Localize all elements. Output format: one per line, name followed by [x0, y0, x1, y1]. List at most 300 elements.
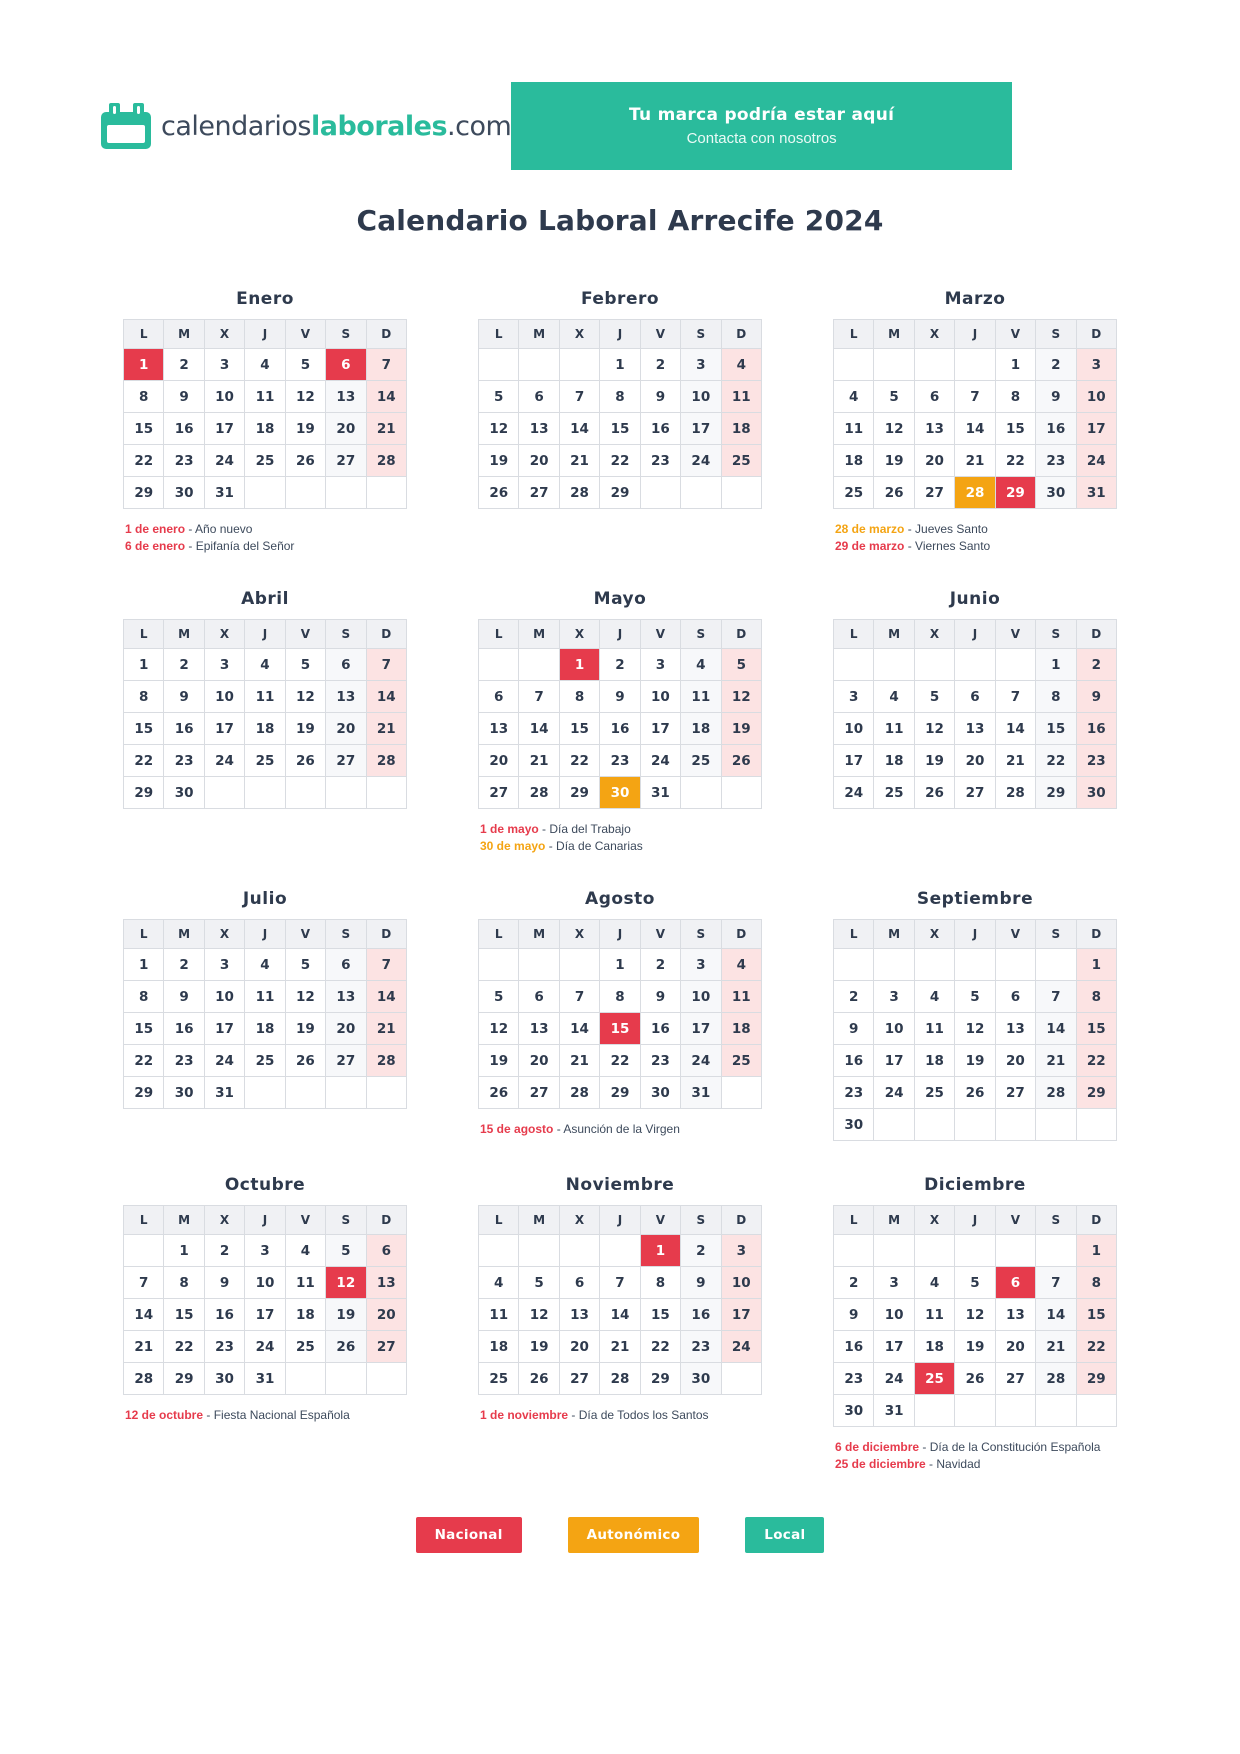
empty-cell	[834, 649, 874, 681]
empty-cell	[245, 477, 285, 509]
day-cell: 11	[479, 1299, 519, 1331]
month-title-septiembre: Septiembre	[916, 889, 1034, 909]
weekday-header: J	[955, 320, 995, 349]
day-cell: 31	[204, 477, 244, 509]
empty-cell	[285, 1363, 325, 1395]
day-cell: 11	[245, 681, 285, 713]
day-cell: 26	[479, 477, 519, 509]
day-cell: 20	[366, 1299, 406, 1331]
holiday-cell: 30	[600, 777, 640, 809]
week-row	[834, 1077, 1117, 1109]
weekday-header: S	[681, 920, 721, 949]
week-row	[834, 477, 1117, 509]
week-row	[834, 981, 1117, 1013]
day-cell: 22	[559, 745, 599, 777]
week-row	[834, 745, 1117, 777]
empty-cell	[1036, 1235, 1076, 1267]
day-cell: 27	[995, 1077, 1035, 1109]
day-cell: 15	[600, 413, 640, 445]
day-cell: 20	[326, 713, 366, 745]
holiday-cell: 1	[559, 649, 599, 681]
day-cell: 17	[204, 413, 244, 445]
empty-cell	[285, 477, 325, 509]
month-title-julio: Julio	[242, 889, 288, 909]
day-cell: 29	[124, 777, 164, 809]
day-cell: 28	[366, 445, 406, 477]
day-cell: 20	[519, 1045, 559, 1077]
holiday-cell: 12	[326, 1267, 366, 1299]
weekday-header: V	[640, 320, 680, 349]
day-cell: 2	[1036, 349, 1076, 381]
week-row	[479, 1299, 762, 1331]
week-row	[124, 413, 407, 445]
weekday-header: S	[681, 1206, 721, 1235]
day-cell: 27	[995, 1363, 1035, 1395]
day-cell: 17	[681, 1013, 721, 1045]
day-cell: 22	[124, 745, 164, 777]
day-cell: 4	[874, 681, 914, 713]
weekday-header: X	[559, 320, 599, 349]
day-cell: 12	[914, 713, 954, 745]
empty-cell	[955, 349, 995, 381]
month-julio	[123, 889, 407, 1109]
day-cell: 7	[559, 381, 599, 413]
day-cell: 31	[245, 1363, 285, 1395]
month-octubre	[123, 1175, 407, 1424]
week-row	[834, 1363, 1117, 1395]
day-cell: 11	[681, 681, 721, 713]
empty-cell	[721, 777, 761, 809]
week-row	[479, 681, 762, 713]
weekday-header: M	[874, 920, 914, 949]
week-row	[124, 981, 407, 1013]
day-cell: 5	[479, 981, 519, 1013]
day-cell: 30	[1036, 477, 1076, 509]
day-cell: 3	[245, 1235, 285, 1267]
legend-button-local[interactable]: Local	[745, 1517, 824, 1553]
day-cell: 9	[164, 681, 204, 713]
day-cell: 6	[326, 649, 366, 681]
day-cell: 10	[681, 981, 721, 1013]
empty-cell	[834, 949, 874, 981]
month-mayo	[478, 589, 762, 855]
site-logo[interactable]	[100, 103, 511, 150]
day-cell: 26	[874, 477, 914, 509]
day-cell: 29	[1036, 777, 1076, 809]
week-row	[479, 477, 762, 509]
day-cell: 8	[600, 381, 640, 413]
holiday-cell: 6	[995, 1267, 1035, 1299]
holiday-cell: 25	[914, 1363, 954, 1395]
day-cell: 15	[124, 713, 164, 745]
month-calendar-diciembre	[833, 1205, 1117, 1427]
weekday-header: X	[914, 1206, 954, 1235]
day-cell: 21	[124, 1331, 164, 1363]
day-cell: 1	[1036, 649, 1076, 681]
day-cell: 10	[245, 1267, 285, 1299]
empty-cell	[326, 1077, 366, 1109]
week-row	[124, 1331, 407, 1363]
day-cell: 5	[914, 681, 954, 713]
day-cell: 19	[285, 413, 325, 445]
day-cell: 2	[164, 349, 204, 381]
day-cell: 23	[640, 1045, 680, 1077]
day-cell: 7	[1036, 981, 1076, 1013]
weekday-header: L	[124, 920, 164, 949]
day-cell: 13	[326, 381, 366, 413]
day-cell: 20	[995, 1331, 1035, 1363]
empty-cell	[955, 949, 995, 981]
day-cell: 5	[479, 381, 519, 413]
day-cell: 9	[640, 981, 680, 1013]
weekday-header: X	[204, 920, 244, 949]
day-cell: 9	[1036, 381, 1076, 413]
weekday-header: L	[124, 620, 164, 649]
day-cell: 23	[204, 1331, 244, 1363]
weekday-header: V	[995, 1206, 1035, 1235]
day-cell: 27	[519, 477, 559, 509]
day-cell: 13	[914, 413, 954, 445]
day-cell: 3	[204, 949, 244, 981]
day-cell: 11	[721, 381, 761, 413]
day-cell: 6	[519, 981, 559, 1013]
empty-cell	[995, 949, 1035, 981]
day-cell: 18	[285, 1299, 325, 1331]
weekday-header: L	[479, 920, 519, 949]
weekday-header: X	[204, 1206, 244, 1235]
day-cell: 5	[285, 949, 325, 981]
weekday-header: J	[955, 920, 995, 949]
day-cell: 13	[479, 713, 519, 745]
month-title-mayo: Mayo	[593, 589, 647, 609]
day-cell: 28	[1036, 1077, 1076, 1109]
empty-cell	[479, 949, 519, 981]
week-row	[124, 777, 407, 809]
day-cell: 23	[640, 445, 680, 477]
weekday-header: X	[914, 620, 954, 649]
empty-cell	[1036, 949, 1076, 981]
day-cell: 11	[834, 413, 874, 445]
holiday-note-date: 12 de octubre	[125, 1408, 204, 1422]
empty-cell	[366, 477, 406, 509]
day-cell: 1	[600, 949, 640, 981]
week-row	[124, 1267, 407, 1299]
empty-cell	[245, 1077, 285, 1109]
weekday-header: J	[600, 920, 640, 949]
week-row	[479, 745, 762, 777]
day-cell: 27	[326, 1045, 366, 1077]
day-cell: 24	[874, 1363, 914, 1395]
week-row	[834, 413, 1117, 445]
weekday-header: J	[600, 1206, 640, 1235]
day-cell: 5	[955, 981, 995, 1013]
day-cell: 27	[479, 777, 519, 809]
day-cell: 4	[721, 949, 761, 981]
day-cell: 10	[204, 981, 244, 1013]
weekday-header: J	[600, 320, 640, 349]
empty-cell	[600, 1235, 640, 1267]
week-row	[834, 681, 1117, 713]
header	[100, 82, 1140, 170]
day-cell: 8	[1036, 681, 1076, 713]
day-cell: 15	[1076, 1013, 1116, 1045]
weekday-header: J	[245, 320, 285, 349]
day-cell: 18	[721, 413, 761, 445]
day-cell: 25	[245, 445, 285, 477]
week-row	[479, 349, 762, 381]
holiday-note-text: - Epifanía del Señor	[185, 539, 295, 553]
month-calendar-octubre	[123, 1205, 407, 1395]
day-cell: 16	[640, 1013, 680, 1045]
week-row	[124, 445, 407, 477]
day-cell: 3	[874, 981, 914, 1013]
day-cell: 9	[164, 381, 204, 413]
day-cell: 3	[874, 1267, 914, 1299]
day-cell: 18	[681, 713, 721, 745]
weekday-header: S	[1036, 320, 1076, 349]
day-cell: 28	[366, 1045, 406, 1077]
day-cell: 21	[366, 1013, 406, 1045]
day-cell: 21	[519, 745, 559, 777]
month-diciembre	[833, 1175, 1117, 1473]
day-cell: 12	[874, 413, 914, 445]
week-row	[834, 1267, 1117, 1299]
day-cell: 7	[600, 1267, 640, 1299]
weekday-header: M	[164, 920, 204, 949]
empty-cell	[874, 1235, 914, 1267]
week-row	[124, 1077, 407, 1109]
holiday-note	[835, 1439, 1117, 1456]
holiday-cell: 28	[955, 477, 995, 509]
day-cell: 18	[245, 413, 285, 445]
day-cell: 24	[681, 445, 721, 477]
day-cell: 4	[245, 349, 285, 381]
day-cell: 8	[1076, 1267, 1116, 1299]
day-cell: 22	[1076, 1331, 1116, 1363]
day-cell: 16	[681, 1299, 721, 1331]
holiday-notes-diciembre	[833, 1439, 1117, 1473]
day-cell: 26	[955, 1363, 995, 1395]
week-row	[124, 1013, 407, 1045]
month-septiembre	[833, 889, 1117, 1141]
day-cell: 30	[204, 1363, 244, 1395]
day-cell: 15	[1036, 713, 1076, 745]
week-row	[479, 1363, 762, 1395]
day-cell: 7	[519, 681, 559, 713]
day-cell: 22	[640, 1331, 680, 1363]
day-cell: 11	[914, 1013, 954, 1045]
day-cell: 28	[995, 777, 1035, 809]
weekday-header: X	[559, 1206, 599, 1235]
day-cell: 30	[164, 477, 204, 509]
day-cell: 5	[326, 1235, 366, 1267]
day-cell: 23	[681, 1331, 721, 1363]
day-cell: 30	[1076, 777, 1116, 809]
week-row	[479, 1045, 762, 1077]
month-title-octubre: Octubre	[224, 1175, 306, 1195]
weekday-header: V	[995, 320, 1035, 349]
weekday-header: S	[326, 620, 366, 649]
day-cell: 3	[834, 681, 874, 713]
empty-cell	[914, 1109, 954, 1141]
months-grid	[0, 289, 1240, 1473]
week-row	[124, 681, 407, 713]
holiday-note	[480, 1407, 762, 1424]
day-cell: 28	[366, 745, 406, 777]
holiday-cell: 1	[640, 1235, 680, 1267]
weekday-header: V	[285, 1206, 325, 1235]
holiday-note-text: - Asunción de la Virgen	[553, 1122, 680, 1136]
day-cell: 26	[285, 745, 325, 777]
week-row	[834, 1109, 1117, 1141]
empty-cell	[995, 1235, 1035, 1267]
weekday-header: S	[326, 320, 366, 349]
day-cell: 1	[600, 349, 640, 381]
day-cell: 19	[955, 1331, 995, 1363]
day-cell: 30	[640, 1077, 680, 1109]
weekday-header: X	[204, 320, 244, 349]
month-title-noviembre: Noviembre	[565, 1175, 675, 1195]
day-cell: 8	[124, 681, 164, 713]
ad-banner-contact-link[interactable]: Contacta con nosotros	[686, 130, 837, 147]
empty-cell	[681, 477, 721, 509]
month-calendar-septiembre	[833, 919, 1117, 1141]
month-title-diciembre: Diciembre	[924, 1175, 1026, 1195]
week-row	[479, 1267, 762, 1299]
holiday-note-text: - Viernes Santo	[904, 539, 991, 553]
month-calendar-mayo	[478, 619, 762, 809]
week-row	[479, 1331, 762, 1363]
weekday-header: L	[834, 620, 874, 649]
empty-cell	[1036, 1109, 1076, 1141]
month-febrero	[478, 289, 762, 509]
day-cell: 27	[326, 745, 366, 777]
holiday-notes-octubre	[123, 1407, 407, 1424]
day-cell: 18	[874, 745, 914, 777]
day-cell: 27	[366, 1331, 406, 1363]
day-cell: 27	[326, 445, 366, 477]
day-cell: 9	[834, 1013, 874, 1045]
empty-cell	[874, 649, 914, 681]
day-cell: 30	[681, 1363, 721, 1395]
day-cell: 15	[124, 1013, 164, 1045]
holiday-notes-marzo	[833, 521, 1117, 555]
holiday-notes-noviembre	[478, 1407, 762, 1424]
day-cell: 31	[204, 1077, 244, 1109]
day-cell: 20	[995, 1045, 1035, 1077]
weekday-header: V	[640, 920, 680, 949]
legend-button-nacional[interactable]: Nacional	[416, 1517, 522, 1553]
holiday-note	[835, 538, 1117, 555]
empty-cell	[519, 1235, 559, 1267]
holiday-note	[480, 838, 762, 855]
holiday-note-date: 29 de marzo	[835, 539, 905, 553]
day-cell: 25	[245, 1045, 285, 1077]
day-cell: 11	[874, 713, 914, 745]
day-cell: 19	[326, 1299, 366, 1331]
day-cell: 25	[874, 777, 914, 809]
month-title-abril: Abril	[241, 589, 289, 609]
day-cell: 12	[285, 981, 325, 1013]
day-cell: 7	[366, 949, 406, 981]
weekday-header: V	[640, 620, 680, 649]
day-cell: 14	[1036, 1013, 1076, 1045]
ad-banner[interactable]	[511, 82, 1012, 170]
day-cell: 18	[914, 1331, 954, 1363]
day-cell: 22	[1036, 745, 1076, 777]
day-cell: 28	[124, 1363, 164, 1395]
holiday-note-text: - Navidad	[925, 1457, 981, 1471]
day-cell: 2	[640, 349, 680, 381]
week-row	[124, 381, 407, 413]
empty-cell	[995, 1395, 1035, 1427]
day-cell: 2	[834, 981, 874, 1013]
holiday-note-text: - Día de Canarias	[545, 839, 643, 853]
day-cell: 18	[245, 713, 285, 745]
empty-cell	[914, 1395, 954, 1427]
day-cell: 14	[600, 1299, 640, 1331]
day-cell: 16	[204, 1299, 244, 1331]
day-cell: 24	[245, 1331, 285, 1363]
empty-cell	[955, 649, 995, 681]
day-cell: 16	[834, 1045, 874, 1077]
day-cell: 23	[834, 1363, 874, 1395]
day-cell: 4	[914, 1267, 954, 1299]
empty-cell	[366, 777, 406, 809]
day-cell: 23	[834, 1077, 874, 1109]
empty-cell	[366, 1077, 406, 1109]
day-cell: 24	[874, 1077, 914, 1109]
weekday-header: M	[874, 620, 914, 649]
day-cell: 12	[285, 681, 325, 713]
day-cell: 20	[326, 413, 366, 445]
month-title-enero: Enero	[236, 289, 294, 309]
logo-text-laborales: laborales	[311, 110, 448, 142]
day-cell: 5	[874, 381, 914, 413]
weekday-header: L	[479, 320, 519, 349]
day-cell: 10	[1076, 381, 1116, 413]
weekday-header: D	[1076, 1206, 1116, 1235]
day-cell: 1	[995, 349, 1035, 381]
holiday-type-legend	[0, 1517, 1240, 1553]
month-calendar-junio	[833, 619, 1117, 809]
empty-cell	[559, 949, 599, 981]
day-cell: 10	[204, 681, 244, 713]
day-cell: 11	[721, 981, 761, 1013]
day-cell: 19	[285, 1013, 325, 1045]
empty-cell	[479, 349, 519, 381]
day-cell: 31	[640, 777, 680, 809]
week-row	[479, 381, 762, 413]
day-cell: 13	[995, 1013, 1035, 1045]
weekday-header: X	[559, 920, 599, 949]
day-cell: 3	[204, 649, 244, 681]
day-cell: 17	[1076, 413, 1116, 445]
day-cell: 20	[479, 745, 519, 777]
month-abril	[123, 589, 407, 809]
day-cell: 12	[955, 1013, 995, 1045]
week-row	[479, 1013, 762, 1045]
day-cell: 2	[834, 1267, 874, 1299]
holiday-cell: 29	[995, 477, 1035, 509]
day-cell: 15	[559, 713, 599, 745]
week-row	[479, 1077, 762, 1109]
holiday-note-text: - Fiesta Nacional Española	[203, 1408, 350, 1422]
empty-cell	[914, 649, 954, 681]
weekday-header: D	[721, 620, 761, 649]
month-title-junio: Junio	[949, 589, 1001, 609]
legend-button-autonomico[interactable]: Autonómico	[568, 1517, 700, 1553]
